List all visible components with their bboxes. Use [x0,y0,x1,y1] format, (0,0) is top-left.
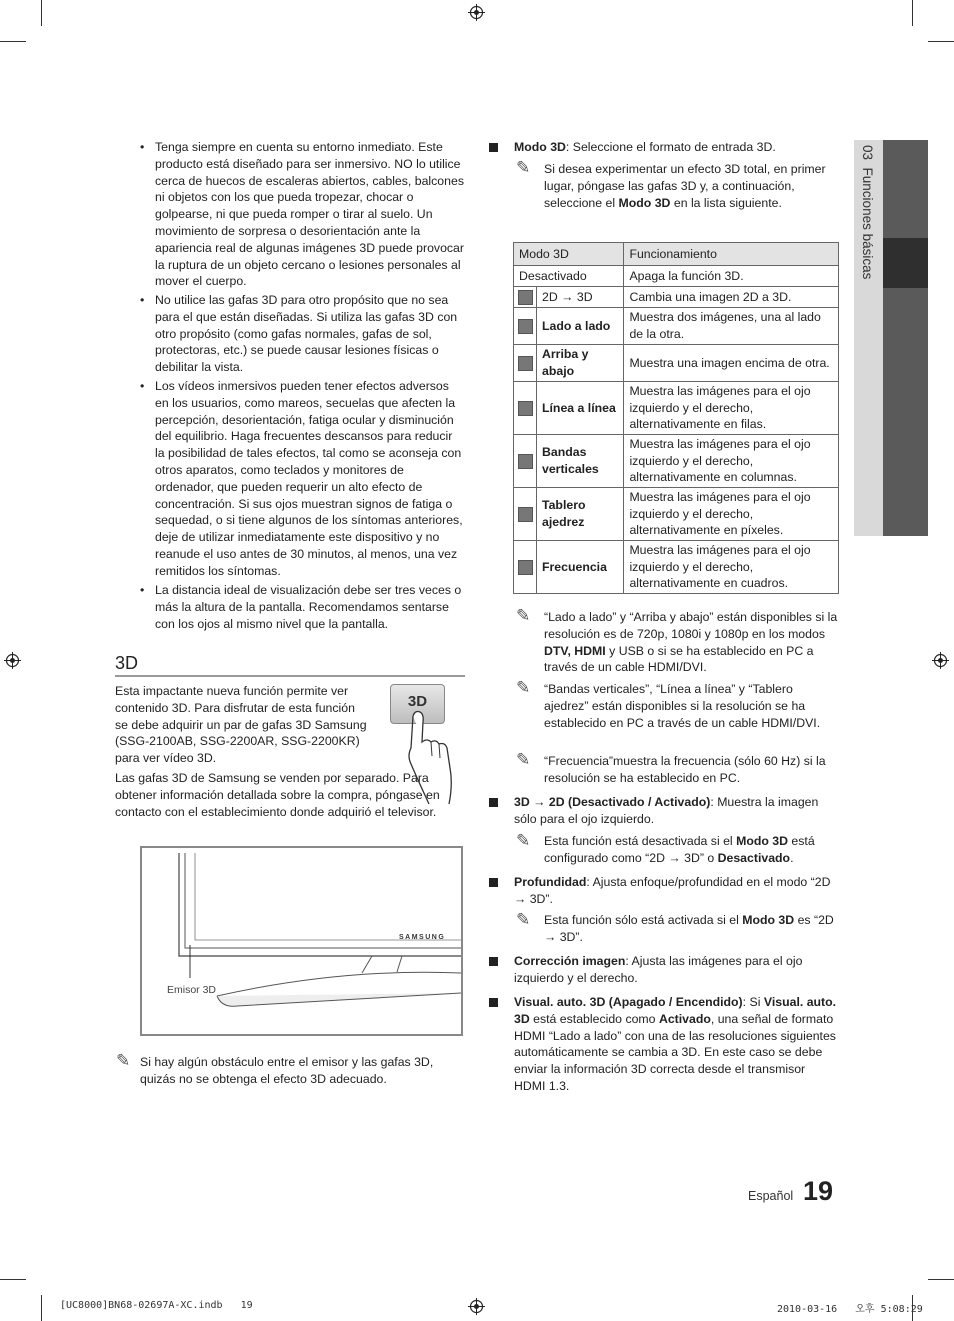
registration-mark-icon [468,4,485,21]
modo-3d-table [513,242,839,594]
tv-illustration [142,848,461,1034]
correccion-item: Corrección imagen: Ajusta las imágenes para el ojo izquierdo y el derecho. [514,954,803,985]
table-row [514,345,839,382]
hand-pointer-icon [405,708,465,805]
mode-side-by-side-icon [514,308,537,345]
profundidad-item: Profundidad: Ajusta enfoque/profundidad en el modo “2D → 3D”. [514,875,831,906]
timestamp: 2010-03-16 오후 5:08:29 [777,1304,923,1315]
registration-mark-icon [468,1298,485,1315]
chapter-tab-active [883,238,928,288]
pencil-note-icon: ✎ [516,910,531,929]
table-header: Funcionamiento [624,243,839,266]
remote-3d-button-label: 3D [407,693,428,710]
emitter-label: Emisor 3D [167,984,217,996]
intro-paragraph: Las gafas 3D de Samsung se venden por separado. Para obtener información detallada sobre la compra, póngase en contacto con el establecimiento donde adquirió el televisor. [115,771,440,819]
bullet-square-icon [489,143,498,152]
table-cell-mode: Línea a línea [537,382,624,435]
3d-to-2d-item: 3D → 2D (Desactivado / Activado): Muestra la imagen sólo para el ojo izquierdo. [514,795,819,826]
crop-mark [41,1295,42,1321]
table-cell-desc: Apaga la función 3D. [624,266,839,287]
table-note: “Lado a lado” y “Arriba y abajo” están disponibles si la resolución es de 720p, 1080i y 1080p en los modos DTV, HDMI y USB o si se ha establecido en PC a través de un cable HDMI/DVI. [544,610,838,675]
mode-checkerboard-icon [514,488,537,541]
table-note: “Bandas verticales”, “Línea a línea” y “Tablero ajedrez” están disponibles si la resolución se ha establecido en PC a través de un cable HDMI/DVI. [544,682,821,730]
table-cell-desc: Cambia una imagen 2D a 3D. [624,287,839,308]
table-cell-desc: Muestra las imágenes para el ojo izquierdo y el derecho, alternativamente en cuadros. [624,541,839,594]
registration-mark-icon [932,652,949,669]
section-rule [115,675,465,677]
table-cell-desc: Muestra las imágenes para el ojo izquierdo y el derecho, alternativamente en columnas. [624,435,839,488]
crop-mark [41,0,42,26]
bullet-item: • Los vídeos inmersivos pueden tener efectos adversos en los usuarios, como mareos, secuelas que afecten la percepción, desorientación, fatiga ocular y disminución del equilibrio. Haga frecuentes descansos para reducir la posibilidad de tales efectos, tal como se aconseja con otros aparatos, como teclados y monitores de ordenador, que pueden requerir un alto efecto de concentración. Si sus ojos muestran signos de fatiga o sequedad, o si tiene algunos de los síntomas anteriores, deje de utilizar inmediatamente este dispositivo y no reanude el uso antes de 30 minutos, al menos, una vez remitidos los síntomas. [140,379,463,578]
tv-figure [140,846,463,1036]
bullet-item: • No utilice las gafas 3D para otro propósito que no sea para el que están diseñadas. Si utiliza las gafas 3D con otro propósito (como gafas normales, gafas de sol, protectoras, etc.) se puede causar lesiones físicas o debilitar la vista. [140,293,458,375]
3d-to-2d-note: Esta función está desactivada si el Modo 3D está configurado como “2D → 3D” o Desactivado. [544,834,815,865]
pencil-note-icon: ✎ [516,158,531,177]
table-row [514,488,839,541]
chapter-title: Funciones básicas [860,167,875,280]
bullet-square-icon [489,998,498,1007]
table-cell-mode: Arriba y abajo [537,345,624,382]
table-row [514,287,839,308]
bullet-square-icon [489,878,498,887]
table-header-row [514,243,839,266]
bullet-item: • Tenga siempre en cuenta su entorno inmediato. Este producto está diseñado para ser inmersivo. NO lo utilice cerca de huecos de escaleras abiertos, cables, balcones ni objetos con los que pueda tropezar, chocar o golpearse, ni que pueda romper o tirar al suelo. Un movimiento de sorpresa o desorientación ante la apariencia real de algunas imágenes 3D puede provocar la ruptura de un objeto cercano o lesiones personales al mover el cuerpo. [140,140,464,289]
bullet-item: • La distancia ideal de visualización debe ser tres veces o más la altura de la pantalla. Recomendamos sentarse con los ojos al mismo nivel que la pantalla. [140,583,462,631]
table-cell-mode: Desactivado [514,266,624,287]
table-cell-mode: Lado a lado [537,308,624,345]
pencil-note-icon: ✎ [516,831,531,850]
pencil-note-icon: ✎ [516,606,531,625]
modo-3d-item: Modo 3D: Seleccione el formato de entrada 3D. [514,140,776,154]
crop-mark [928,41,954,42]
crop-mark [912,0,913,26]
pencil-note-icon: ✎ [516,678,531,697]
table-cell-desc: Muestra dos imágenes, una al lado de la otra. [624,308,839,345]
table-row [514,541,839,594]
tv-brand-logo: SAMSUNG [399,934,446,941]
table-cell-desc: Muestra una imagen encima de otra. [624,345,839,382]
chapter-tab-dark [883,140,928,536]
crop-mark [928,1279,954,1280]
pencil-note-icon: ✎ [116,1051,131,1070]
pencil-note-icon: ✎ [516,750,531,769]
profundidad-note: Esta función sólo está activada si el Modo 3D es “2D → 3D”. [544,913,834,944]
chapter-label [860,145,875,279]
table-cell-mode: Tablero ajedrez [537,488,624,541]
mode-top-bottom-icon [514,345,537,382]
note-text: Si hay algún obstáculo entre el emisor y las gafas 3D, quizás no se obtenga el efecto 3D adecuado. [140,1055,434,1086]
mode-frequency-icon [514,541,537,594]
crop-mark [0,41,26,42]
table-cell-mode: Frecuencia [537,541,624,594]
crop-mark [0,1279,26,1280]
bullet-square-icon [489,957,498,966]
file-info: [UC8000]BN68-02697A-XC.indb 19 [60,1300,253,1311]
table-row [514,266,839,287]
table-header: Modo 3D [514,243,624,266]
table-row [514,308,839,345]
mode-vertical-stripe-icon [514,435,537,488]
table-cell-mode: 2D → 3D [537,287,624,308]
visual-auto-item: Visual. auto. 3D (Apagado / Encendido): Si Visual. auto. 3D está establecido como Activado, una señal de formato HDMI “Lado a lado” con una de las resoluciones siguientes automáticamente se cambia a 3D. En este caso se debe enviar la información 3D correcta desde el transmisor HDMI 1.3. [514,995,837,1093]
table-note: “Frecuencia”muestra la frecuencia (sólo 60 Hz) si la resolución se ha establecido en PC. [544,754,826,785]
mode-2d3d-icon [514,287,537,308]
modo-3d-note: Si desea experimentar un efecto 3D total, en primer lugar, póngase las gafas 3D y, a continuación, seleccione el Modo 3D en la lista siguiente. [544,162,826,210]
table-cell-desc: Muestra las imágenes para el ojo izquierdo y el derecho, alternativamente en píxeles. [624,488,839,541]
registration-mark-icon [4,652,21,669]
mode-line-by-line-icon [514,382,537,435]
page-number: 19 [803,1176,834,1206]
intro-paragraph: Esta impactante nueva función permite ver contenido 3D. Para disfrutar de esta función se debe adquirir un par de gafas 3D Samsung (SSG-2100AB, SSG-2200AR, SSG-2200KR) para ver vídeo 3D. [115,684,367,766]
chapter-number: 03 [860,145,875,161]
table-row [514,435,839,488]
section-title: 3D [115,653,139,673]
table-cell-desc: Muestra las imágenes para el ojo izquierdo y el derecho, alternativamente en filas. [624,382,839,435]
footer-language: Español [748,1189,794,1203]
bullet-square-icon [489,798,498,807]
table-cell-mode: Bandas verticales [537,435,624,488]
table-row [514,382,839,435]
